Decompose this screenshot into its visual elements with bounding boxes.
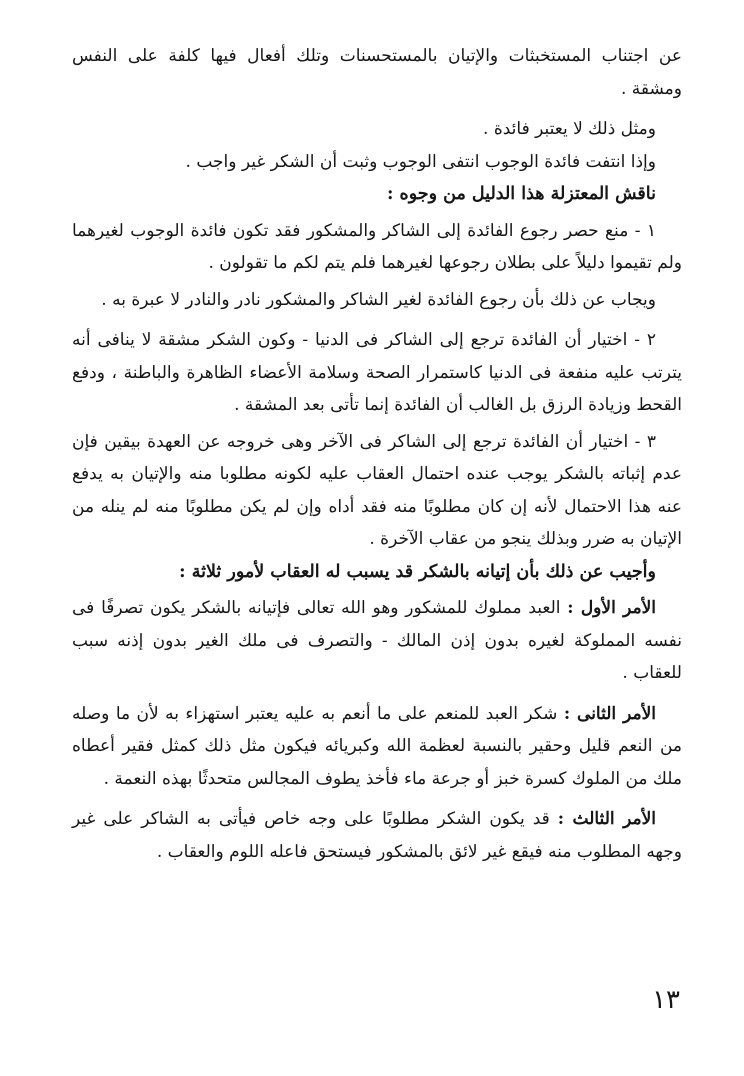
paragraph-no-benefit: ومثل ذلك لا يعتبر فائدة . [483,119,656,139]
objection-3: ٣ - اختيار أن الفائدة ترجع إلى الشاكر فى الآخر وهى خروجه عن العهدة بيقين فإن عدم إثباته بالشكر يوجب عنده احتمال العقاب عليه لكونه مطلوبا منه والإتيان به يدفع عنه هذا الاحتمال لأنه إن كان مطلوبًا منه فقد أداه وإن لم يكن مطلوبًا منه لم ينله من الإتيان به ضرر وبذلك ينجو من عقاب الآخرة . [72,431,682,549]
matter-1 [72,592,682,690]
matter-2-text: شكر العبد للمنعم على ما أنعم به عليه يعتبر استهزاء به لأن ما وصله من النعم قليل وحقير بالنسبة لعظمة الله وكبريائه فيكون مثل ذلك كمثل فقير أعطاه ملك من الملوك كسرة خبز أو جرعة ماء فأخذ يطوف المجالس متحدثًا بهذه النعمة . [72,703,682,789]
heading-mutazila-objections: ناقش المعتزلة هذا الدليل من وجوه : [387,184,656,204]
reply-1: ويجاب عن ذلك بأن رجوع الفائدة لغير الشاكر والمشكور نادر والنادر لا عبرة به . [101,289,656,310]
matter-1-text: العبد مملوك للمشكور وهو الله تعالى فإتيانه بالشكر يكون تصرفًا فى نفسه المملوكة لغيره بدون إذن المالك - والتصرف فى ملك الغير بدون إذنه سبب للعقاب . [72,598,682,683]
matter-3 [72,803,682,868]
matter-3-label: الأمر الثالث : [557,809,656,829]
objection-1: ١ - منع حصر رجوع الفائدة إلى الشاكر والمشكور فقد تكون فائدة الوجوب لغيرهما ولم تقيموا دليلاً على بطلان رجوعها لغيرهما فلم يتم لكم ما تقولون . [72,220,682,273]
page-number: ١٣ [652,985,680,1015]
heading-reply-three-matters: وأجيب عن ذلك بأن إتيانه بالشكر قد يسبب له العقاب لأمور ثلاثة : [179,561,656,582]
matter-1-label: الأمر الأول : [567,598,656,618]
paragraph-conclusion: وإذا انتفت فائدة الوجوب انتفى الوجوب وثبت أن الشكر غير واجب . [185,151,656,172]
paragraph-intro: عن اجتناب المستخبثات والإتيان بالمستحسنات وتلك أفعال فيها كلفة على النفس ومشقة . [72,46,682,99]
matter-3-text: قد يكون الشكر مطلوبًا على وجه خاص فيأتى به الشاكر على غير وجهه المطلوب منه فيقع غير لائق بالمشكور فيستحق فاعله اللوم والعقاب . [72,809,682,862]
matter-2 [72,698,682,796]
page-body [72,40,682,868]
objection-2: ٢ - اختيار أن الفائدة ترجع إلى الشاكر فى الدنيا - وكون الشكر مشقة لا ينافى أنه يترتب عليه منفعة فى الدنيا كاستمرار الصحة وسلامة الأعضاء الظاهرة والباطنة ، ودفع القحط وزيادة الرزق بل الغالب أن الفائدة إنما تأتى بعد المشقة . [72,330,682,415]
matter-2-label: الأمر الثانى : [563,703,656,724]
